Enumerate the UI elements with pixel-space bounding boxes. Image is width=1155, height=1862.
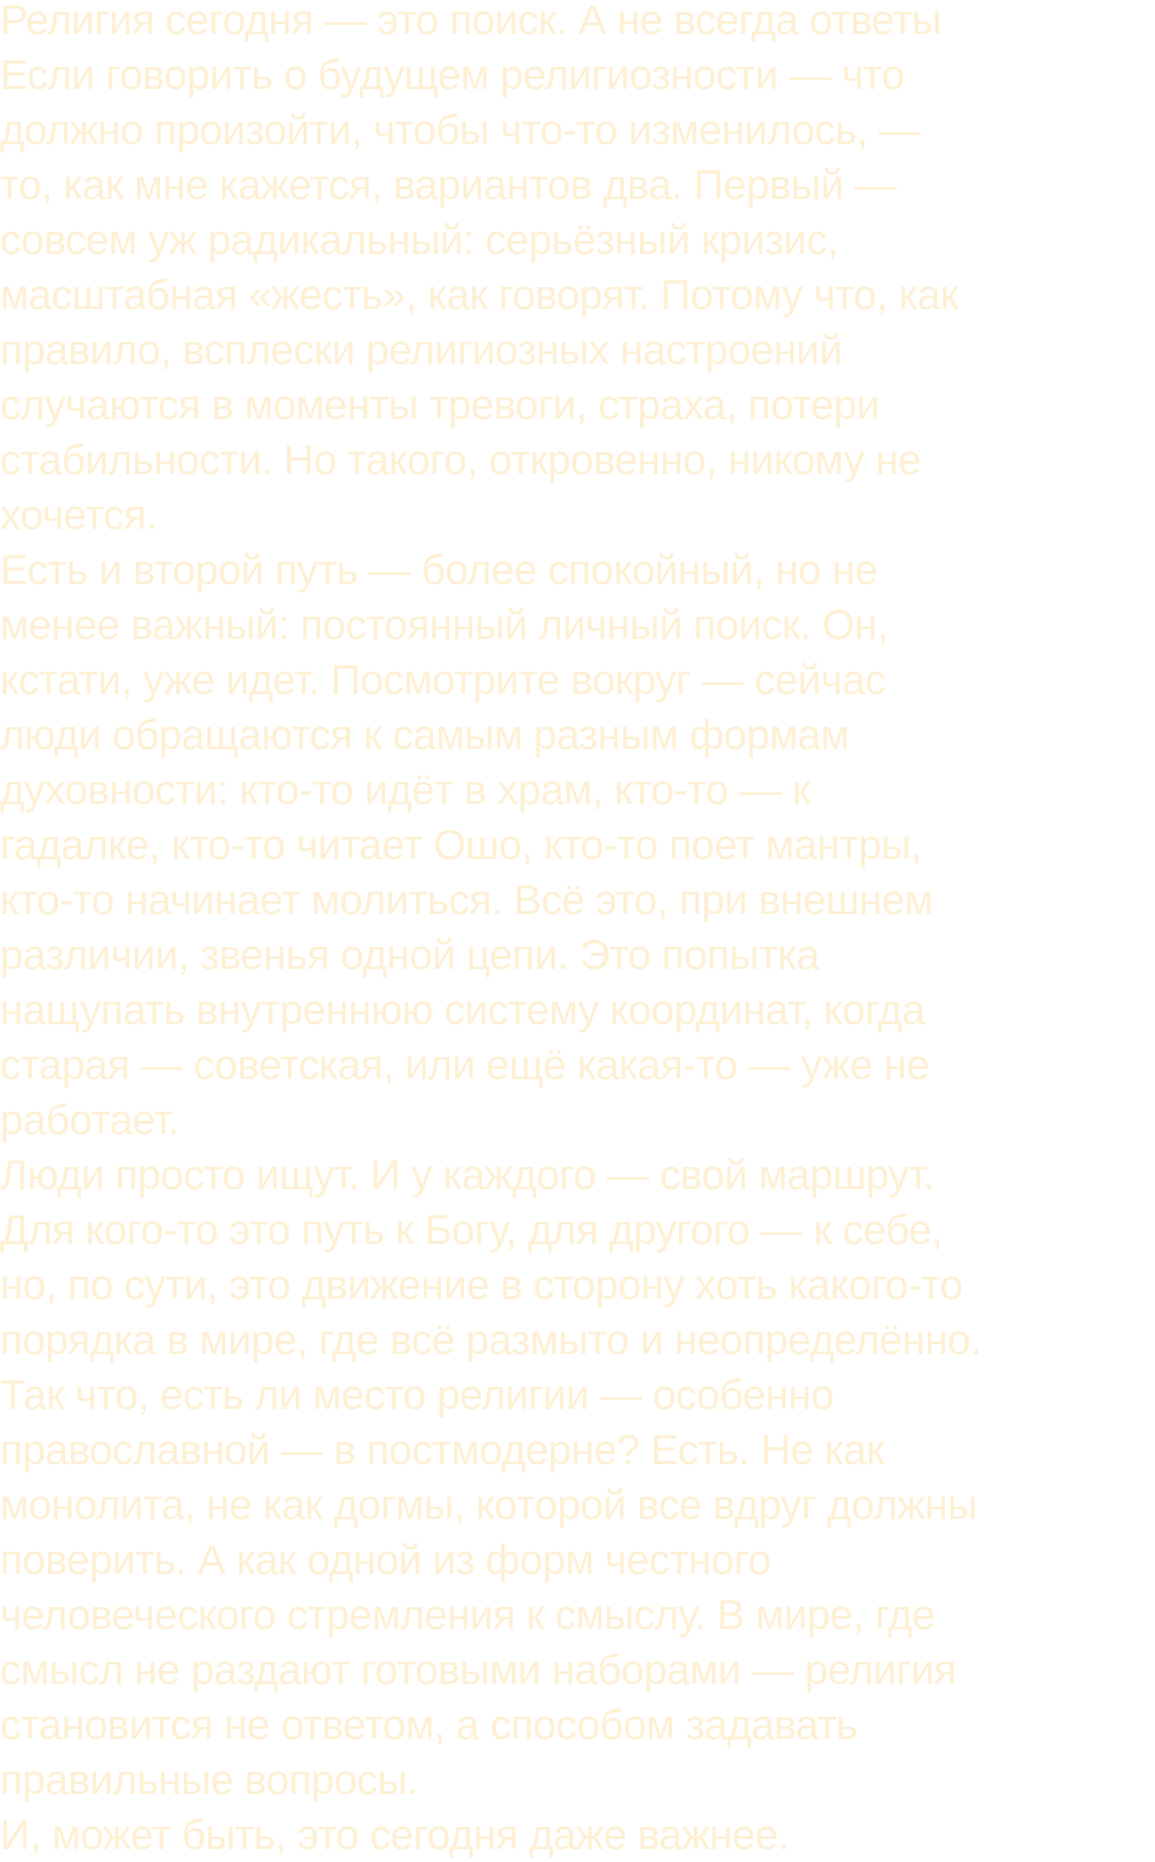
text-line: монолита, не как догмы, которой все вдруг должны (0, 1481, 978, 1528)
text-line: поверить. А как одной из форм честного (0, 1536, 771, 1583)
text-line: православной — в постмодерне? Есть. Не как (0, 1426, 885, 1473)
text-line: Есть и второй путь — более спокойный, но не (0, 546, 878, 593)
text-line: человеческого стремления к смыслу. В мире, где (0, 1591, 935, 1638)
text-line: духовности: кто-то идёт в храм, кто-то — к (0, 766, 810, 813)
text-line: различии, звенья одной цепи. Это попытка (0, 931, 820, 978)
text-line: старая — советская, или ещё какая-то — уже не (0, 1041, 930, 1088)
text-line: Религия сегодня — это поиск. А не всегда ответы (0, 0, 942, 43)
text-line: гадалке, кто-то читает Ошо, кто-то поет мантры, (0, 821, 922, 868)
text-line: менее важный: постоянный личный поиск. Он, (0, 601, 889, 648)
text-line: масштабная «жесть», как говорят. Потому что, как (0, 271, 959, 318)
text-line: порядка в мире, где всё размыто и неопределённо. (0, 1316, 982, 1363)
text-line: люди обращаются к самым разным формам (0, 711, 849, 758)
text-line: правильные вопросы. (0, 1756, 419, 1803)
text-line: нащупать внутреннюю систему координат, когда (0, 986, 925, 1033)
text-line: хочется. (0, 491, 157, 538)
text-line: совсем уж радикальный: серьёзный кризис, (0, 216, 839, 263)
text-line: кто-то начинает молиться. Всё это, при внешнем (0, 876, 933, 923)
text-line: смысл не раздают готовыми наборами — религия (0, 1646, 957, 1693)
text-line: работает. (0, 1096, 180, 1143)
text-line: Для кого-то это путь к Богу, для другого — к себе, (0, 1206, 943, 1253)
text-line: И, может быть, это сегодня даже важнее. (0, 1811, 789, 1858)
text-line: стабильности. Но такого, откровенно, никому не (0, 436, 921, 483)
text-line: Если говорить о будущем религиозности — что (0, 51, 905, 98)
text-line: Люди просто ищут. И у каждого — свой маршрут. (0, 1151, 934, 1198)
text-line: случаются в моменты тревоги, страха, потери (0, 381, 880, 428)
text-line: должно произойти, чтобы что-то изменилось, — (0, 106, 921, 153)
text-line: но, по сути, это движение в сторону хоть какого-то (0, 1261, 963, 1308)
text-line: то, как мне кажется, вариантов два. Первый — (0, 161, 897, 208)
text-line: становится не ответом, а способом задавать (0, 1701, 858, 1748)
text-line: правило, всплески религиозных настроений (0, 326, 843, 373)
text-line: Так что, есть ли место религии — особенно (0, 1371, 834, 1418)
text-line: кстати, уже идет. Посмотрите вокруг — сейчас (0, 656, 886, 703)
